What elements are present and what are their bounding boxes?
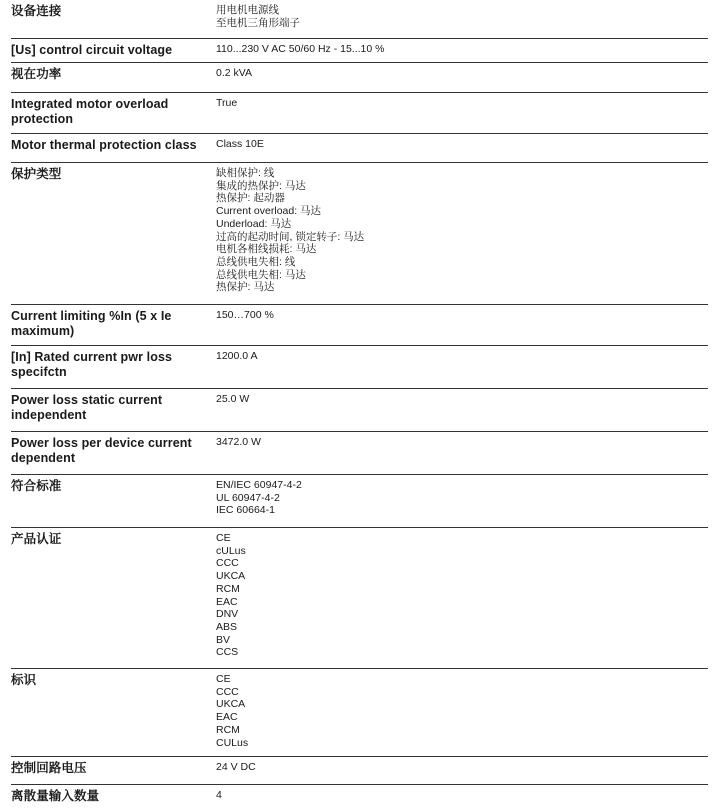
spec-row-thermal-protection-class <box>11 134 708 163</box>
spec-value-line: BV <box>216 633 231 646</box>
spec-value-line: CE <box>216 532 231 544</box>
spec-value-line: CULus <box>216 736 249 749</box>
spec-value-line: RCM <box>216 582 240 595</box>
spec-row-markings <box>11 669 708 757</box>
spec-value-line: 热保护: 马达 <box>216 281 275 294</box>
spec-value <box>216 475 708 517</box>
spec-label: 离散量输入数量 <box>11 789 100 803</box>
spec-value-line: 1200.0 A <box>216 350 258 362</box>
spec-value-line: RCM <box>216 723 240 736</box>
spec-label: 视在功率 <box>11 67 62 81</box>
spec-value-line: 过高的起动时间, 锁定转子: 马达 <box>216 230 365 243</box>
spec-value-line: 热保护: 起动器 <box>216 192 285 205</box>
spec-label: 标识 <box>11 673 37 687</box>
spec-value-line: 集成的热保护: 马达 <box>216 179 306 192</box>
spec-value <box>216 528 708 659</box>
spec-value-line: IEC 60664-1 <box>216 504 275 517</box>
spec-value <box>216 669 708 749</box>
spec-value-line: True <box>216 97 238 109</box>
spec-value <box>216 93 708 110</box>
spec-value <box>216 63 708 80</box>
spec-value-line: CE <box>216 673 231 685</box>
spec-row-standards <box>11 475 708 528</box>
spec-value-line: 用电机电源线 <box>216 4 279 16</box>
spec-value <box>216 432 708 449</box>
spec-row-current-limiting <box>11 305 708 346</box>
spec-value-line: ABS <box>216 620 238 633</box>
spec-label: 设备连接 <box>11 4 62 18</box>
spec-value-line: UL 60947-4-2 <box>216 491 280 504</box>
spec-value-line: 至电机三角形端子 <box>216 16 300 29</box>
spec-label: Power loss per device current dependent <box>11 436 192 465</box>
spec-label: 保护类型 <box>11 167 62 181</box>
spec-value-line: Class 10E <box>216 138 264 150</box>
spec-value-line: EAC <box>216 711 238 724</box>
spec-value <box>216 757 708 774</box>
spec-label: [In] Rated current pwr loss specifctn <box>11 350 173 379</box>
spec-value-line: Underload: 马达 <box>216 217 292 230</box>
spec-label: 控制回路电压 <box>11 761 87 775</box>
spec-value-line: 110...230 V AC 50/60 Hz - 15...10 % <box>216 43 385 55</box>
spec-value <box>216 389 708 406</box>
spec-row-motor-overload-protection <box>11 93 708 134</box>
spec-value-line: EN/IEC 60947-4-2 <box>216 479 302 491</box>
spec-label: Power loss static current independent <box>11 393 163 422</box>
spec-value <box>216 785 708 802</box>
spec-row-discrete-inputs <box>11 785 708 807</box>
spec-row-apparent-power <box>11 63 708 93</box>
spec-value-line: CCS <box>216 646 239 659</box>
spec-value-line: UKCA <box>216 570 246 583</box>
spec-row-control-circuit-voltage <box>11 39 708 63</box>
spec-label: Integrated motor overload protection <box>11 97 169 126</box>
spec-value-line: EAC <box>216 595 238 608</box>
spec-value-line: CCC <box>216 685 239 698</box>
spec-row-rated-current <box>11 346 708 389</box>
spec-value-line: 3472.0 W <box>216 436 261 448</box>
spec-value <box>216 346 708 363</box>
spec-value-line: 电机各相线损耗: 马达 <box>216 243 317 256</box>
spec-row-certifications <box>11 528 708 669</box>
spec-value-line: Current overload: 马达 <box>216 205 322 218</box>
spec-value <box>216 0 708 29</box>
spec-row-control-circuit-voltage-dc <box>11 757 708 785</box>
spec-value-line: 150…700 % <box>216 309 274 321</box>
spec-value-line: 4 <box>216 789 222 801</box>
spec-value-line: UKCA <box>216 698 246 711</box>
spec-value-line: 缺相保护: 线 <box>216 167 275 179</box>
spec-value <box>216 163 708 294</box>
spec-value-line: 24 V DC <box>216 761 256 773</box>
spec-label: Current limiting %In (5 x Ie maximum) <box>11 309 172 338</box>
spec-row-power-loss-static <box>11 389 708 432</box>
spec-label: Motor thermal protection class <box>11 138 197 152</box>
spec-value-line: 总线供电失相: 线 <box>216 255 296 268</box>
spec-value-line: 0.2 kVA <box>216 67 252 79</box>
spec-value <box>216 39 708 56</box>
spec-value-line: CCC <box>216 557 239 570</box>
spec-label: 产品认证 <box>11 532 62 546</box>
spec-value-line: 总线供电失相: 马达 <box>216 268 306 281</box>
spec-value-line: cULus <box>216 544 246 557</box>
spec-row-device-connection <box>11 0 708 39</box>
spec-value <box>216 305 708 322</box>
spec-value <box>216 134 708 151</box>
spec-value-line: 25.0 W <box>216 393 250 405</box>
spec-row-protection-type <box>11 163 708 305</box>
spec-label: [Us] control circuit voltage <box>11 43 173 57</box>
spec-table <box>11 0 708 807</box>
spec-value-line: DNV <box>216 608 239 621</box>
spec-row-power-loss-dependent <box>11 432 708 475</box>
spec-label: 符合标准 <box>11 479 62 493</box>
